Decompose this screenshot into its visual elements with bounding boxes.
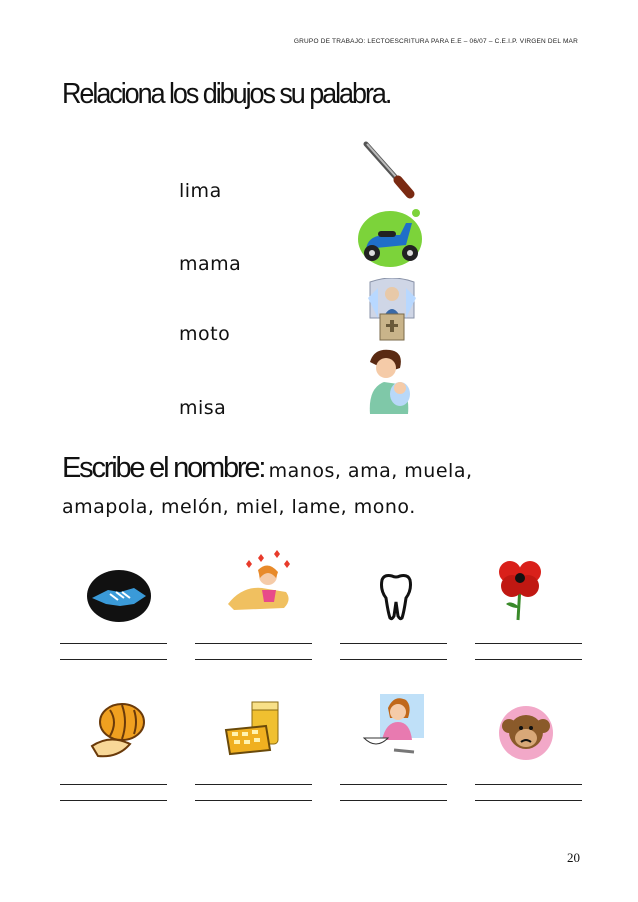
- girl-licking-icon: [360, 692, 426, 760]
- page-header: GRUPO DE TRABAJO: LECTOESCRITURA PARA E.E – 06/07 – C.E.I.P. VIRGEN DEL MAR: [293, 38, 578, 45]
- priest-icon: [362, 278, 422, 342]
- answer-line[interactable]: [60, 659, 167, 660]
- word-lima: lima: [179, 180, 222, 202]
- answer-line[interactable]: [195, 800, 312, 801]
- answer-line[interactable]: [60, 784, 167, 785]
- answer-line[interactable]: [340, 643, 447, 644]
- exercise2-title: Escribe el nombre:: [62, 452, 265, 484]
- woman-lying-icon: [222, 550, 298, 616]
- page-number: 20: [567, 850, 580, 865]
- exercise1-title: Relaciona los dibujos su palabra.: [62, 78, 391, 110]
- answer-line[interactable]: [340, 800, 447, 801]
- monkey-icon: [497, 704, 555, 762]
- melon-icon: [88, 700, 148, 760]
- answer-line[interactable]: [195, 643, 312, 644]
- handshake-icon: [86, 568, 152, 624]
- exercise2-heading: [62, 452, 473, 485]
- exercise2-words-line2: amapola, melón, miel, lame, mono.: [62, 496, 416, 518]
- word-moto: moto: [179, 323, 231, 345]
- answer-line[interactable]: [475, 784, 582, 785]
- mother-baby-icon: [364, 348, 420, 414]
- answer-line[interactable]: [195, 659, 312, 660]
- answer-line[interactable]: [340, 784, 447, 785]
- tooth-icon: [376, 572, 416, 622]
- answer-line[interactable]: [475, 800, 582, 801]
- answer-line[interactable]: [60, 800, 167, 801]
- word-misa: misa: [179, 397, 227, 419]
- exercise2-words-line1: manos, ama, muela,: [268, 460, 473, 482]
- answer-line[interactable]: [195, 784, 312, 785]
- answer-line[interactable]: [60, 643, 167, 644]
- honey-icon: [222, 700, 286, 758]
- word-mama: mama: [179, 253, 242, 275]
- scooter-icon: [356, 205, 426, 269]
- nail-file-icon: [362, 140, 418, 200]
- answer-line[interactable]: [475, 659, 582, 660]
- answer-line[interactable]: [340, 659, 447, 660]
- poppy-icon: [496, 556, 544, 622]
- answer-line[interactable]: [475, 643, 582, 644]
